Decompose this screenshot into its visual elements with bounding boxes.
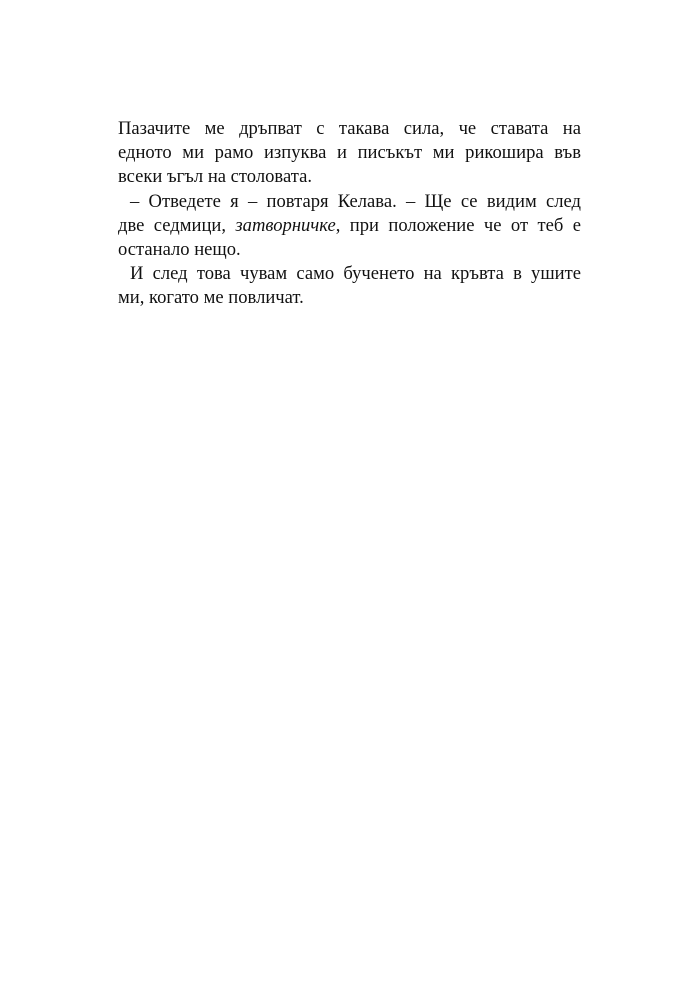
italic-word: затворничке bbox=[235, 214, 336, 236]
paragraph-1 bbox=[118, 117, 581, 190]
body-text bbox=[118, 117, 581, 311]
text-line: едното ми рамо изпуква и писъкът ми рикошира във bbox=[118, 142, 581, 164]
paragraph-2 bbox=[118, 190, 581, 263]
text-line: – Отведете я – повтаря Келава. – Ще се видим след bbox=[130, 190, 581, 212]
text-line: останало нещо. bbox=[118, 239, 241, 261]
text-line: И след това чувам само бученето на кръвта в ушите bbox=[130, 263, 581, 285]
text-line: Пазачите ме дръпват с такава сила, че ставата на bbox=[118, 118, 581, 139]
text-run: , при положение че от теб е bbox=[335, 214, 581, 236]
text-run: две седмици, bbox=[118, 214, 236, 236]
text-line: всеки ъгъл на столовата. bbox=[118, 166, 312, 188]
paragraph-3 bbox=[118, 262, 581, 310]
text-line-mixed bbox=[118, 214, 581, 238]
text-line: ми, когато ме повличат. bbox=[118, 287, 304, 309]
